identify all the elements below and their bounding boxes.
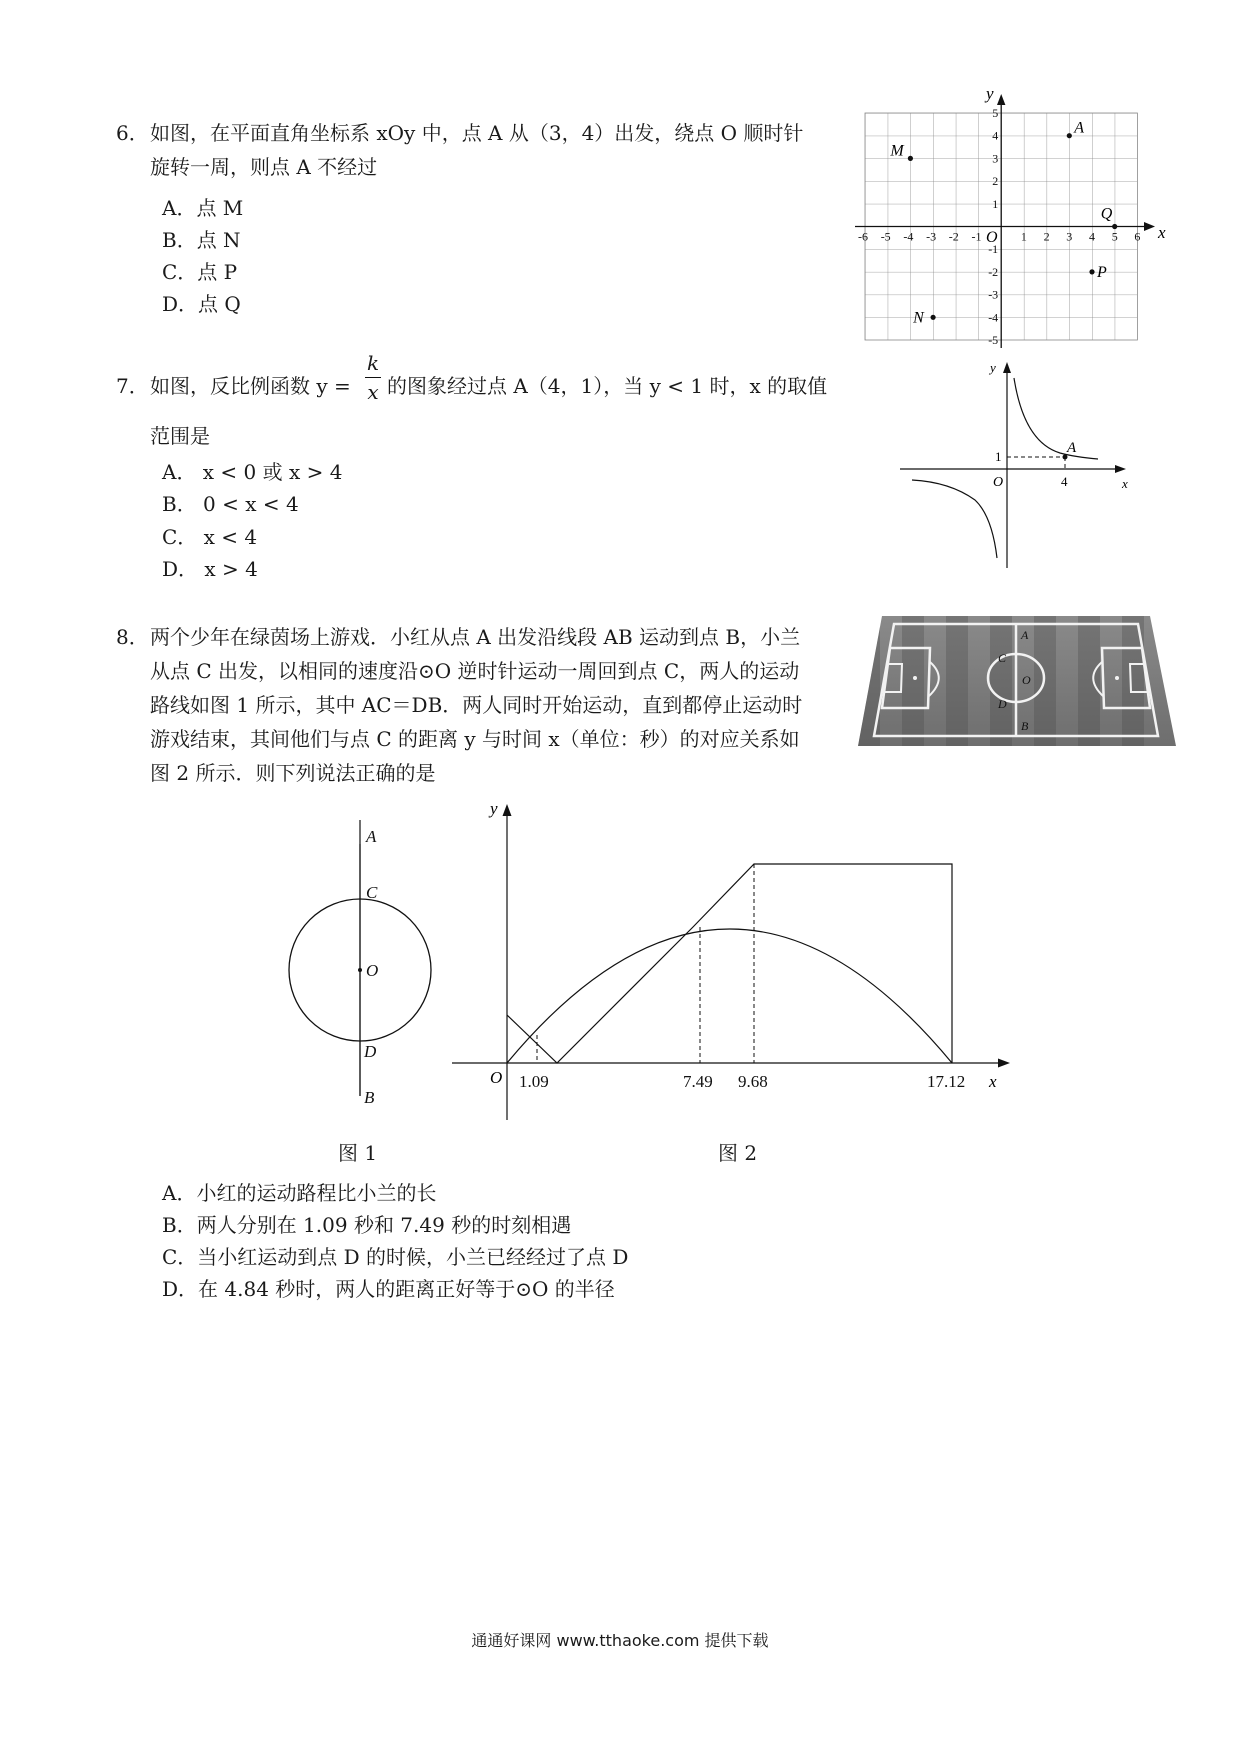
q8-line4: 游戏结束，其间他们与点 C 的距离 y 与时间 x（单位：秒）的对应关系如 <box>150 727 800 751</box>
field-label-b: B <box>1021 719 1029 733</box>
q8-option-b: B．两人分别在 1.09 秒和 7.49 秒的时刻相遇 <box>162 1213 572 1237</box>
q7-fraction <box>365 350 381 405</box>
y-tick-label: 3 <box>992 151 999 166</box>
soccer-field-image <box>858 610 1178 750</box>
fig2-y-label: y <box>490 799 498 818</box>
q8-number: 8． <box>116 625 149 649</box>
q8-line1: 两个少年在绿茵场上游戏．小红从点 A 出发沿线段 AB 运动到点 B，小兰 <box>150 625 801 649</box>
point-p <box>1089 269 1094 274</box>
figure-2-graph <box>440 790 1020 1130</box>
x-tick-label: -4 <box>903 229 914 244</box>
x-tick-label: 1 <box>1020 229 1027 244</box>
x-tick-label: 6 <box>1134 229 1141 244</box>
y-tick-label: 2 <box>992 174 999 189</box>
curve-xiaohong <box>507 864 952 1063</box>
curve-xiaolan <box>507 929 952 1063</box>
tick-9-68: 9.68 <box>738 1072 768 1091</box>
hyperbola-branch-right <box>1014 378 1098 459</box>
x-tick-label: 5 <box>1111 229 1118 244</box>
q7-option-a: A． x < 0 或 x > 4 <box>162 460 343 484</box>
q6-option-c: C．点 P <box>162 260 238 284</box>
tick-x-label: 4 <box>1061 474 1068 489</box>
point-label-n: N <box>913 309 924 327</box>
q8-option-d: D．在 4.84 秒时，两人的距离正好等于⊙O 的半径 <box>162 1277 615 1301</box>
origin-label: O <box>993 475 1004 490</box>
figure-1-diagram <box>280 820 440 1120</box>
x-tick-label: 2 <box>1043 229 1050 244</box>
tick-17-12: 17.12 <box>927 1072 966 1091</box>
q6-coordinate-grid <box>850 86 1170 356</box>
origin-label: O <box>986 229 998 246</box>
point-label-p: P <box>1097 263 1107 281</box>
q6-option-a: A．点 M <box>162 196 244 220</box>
fig1-label-b: B <box>364 1088 375 1107</box>
point-label-q: Q <box>1100 205 1113 223</box>
fig2-origin: O <box>490 1068 503 1087</box>
q7-option-c: C． x < 4 <box>162 525 258 549</box>
point-label-m: M <box>890 142 904 160</box>
fig1-label-c: C <box>366 883 378 902</box>
fig1-label-o: O <box>366 961 379 980</box>
x-tick-label: -1 <box>971 229 982 244</box>
q6-number: 6． <box>116 121 149 145</box>
x-tick-label: -6 <box>858 229 868 244</box>
tick-y-label: 1 <box>995 449 1002 464</box>
field-label-c: C <box>998 651 1007 665</box>
tick-7-49: 7.49 <box>683 1072 713 1091</box>
fraction-numerator: k <box>366 351 380 375</box>
point-label-a: A <box>1074 119 1085 137</box>
point-q <box>1112 224 1117 229</box>
x-tick-label: -3 <box>926 229 937 244</box>
q7-number: 7． <box>116 374 149 398</box>
y-tick-label: -4 <box>988 310 999 325</box>
q7-stem-a: 如图，反比例函数 y = <box>150 374 351 398</box>
q7-option-d: D． x > 4 <box>162 557 258 581</box>
y-tick-label: -3 <box>988 287 999 302</box>
q8-line2: 从点 C 出发，以相同的速度沿⊙O 逆时针运动一周回到点 C，两人的运动 <box>150 659 800 683</box>
field-label-o: O <box>1022 673 1031 687</box>
fig2-x-label: x <box>989 1072 997 1091</box>
q6-option-b: B．点 N <box>162 228 241 252</box>
q8-line3: 路线如图 1 所示，其中 AC＝DB．两人同时开始运动，直到都停止运动时 <box>150 693 803 717</box>
q7-option-b: B． 0 < x < 4 <box>162 492 299 516</box>
q8-option-c: C．当小红运动到点 D 的时候，小兰已经经过了点 D <box>162 1245 629 1269</box>
q8-line5: 图 2 所示．则下列说法正确的是 <box>150 761 436 785</box>
figure-1-caption: 图 1 <box>338 1141 378 1165</box>
point-n <box>931 315 936 320</box>
tick-1-09: 1.09 <box>519 1072 549 1091</box>
field-label-d: D <box>998 697 1007 711</box>
x-tick-label: 3 <box>1066 229 1073 244</box>
fig1-label-a: A <box>366 827 377 846</box>
field-label-a: A <box>1021 628 1029 642</box>
y-axis-label: y <box>986 86 994 103</box>
q6-line2: 旋转一周，则点 A 不经过 <box>150 155 378 179</box>
x-axis-label: x <box>1158 223 1166 242</box>
hyperbola-branch-left <box>912 480 997 558</box>
x-axis-label: x <box>1122 476 1128 491</box>
page-footer: 通通好课网 www.tthaoke.com 提供下载 <box>471 1631 769 1650</box>
y-tick-label: -1 <box>988 242 999 257</box>
x-tick-label: -2 <box>948 229 959 244</box>
q6-line1: 如图，在平面直角坐标系 xOy 中，点 A 从（3，4）出发，绕点 O 顺时针 <box>150 121 804 145</box>
q7-hyperbola-graph <box>890 358 1140 573</box>
y-tick-label: -5 <box>988 333 999 347</box>
q8-option-a: A．小红的运动路程比小兰的长 <box>162 1181 437 1205</box>
x-tick-label: 4 <box>1089 229 1095 244</box>
y-tick-label: 1 <box>992 196 999 211</box>
y-tick-label: 4 <box>992 128 999 143</box>
q6-option-d: D．点 Q <box>162 292 241 316</box>
fig1-label-d: D <box>364 1042 377 1061</box>
point-m <box>908 156 913 161</box>
figure-2-caption: 图 2 <box>718 1141 758 1165</box>
x-tick-label: -5 <box>880 229 891 244</box>
y-tick-label: -2 <box>988 264 999 279</box>
y-tick-label: 5 <box>992 106 999 120</box>
q7-line2: 范围是 <box>150 424 210 448</box>
q7-stem-b: 的图象经过点 A（4，1），当 y < 1 时，x 的取值 <box>387 374 828 398</box>
fraction-denominator: x <box>367 380 379 404</box>
point-a-label: A <box>1067 440 1077 456</box>
point-a <box>1067 133 1072 138</box>
y-axis-label: y <box>990 360 996 375</box>
